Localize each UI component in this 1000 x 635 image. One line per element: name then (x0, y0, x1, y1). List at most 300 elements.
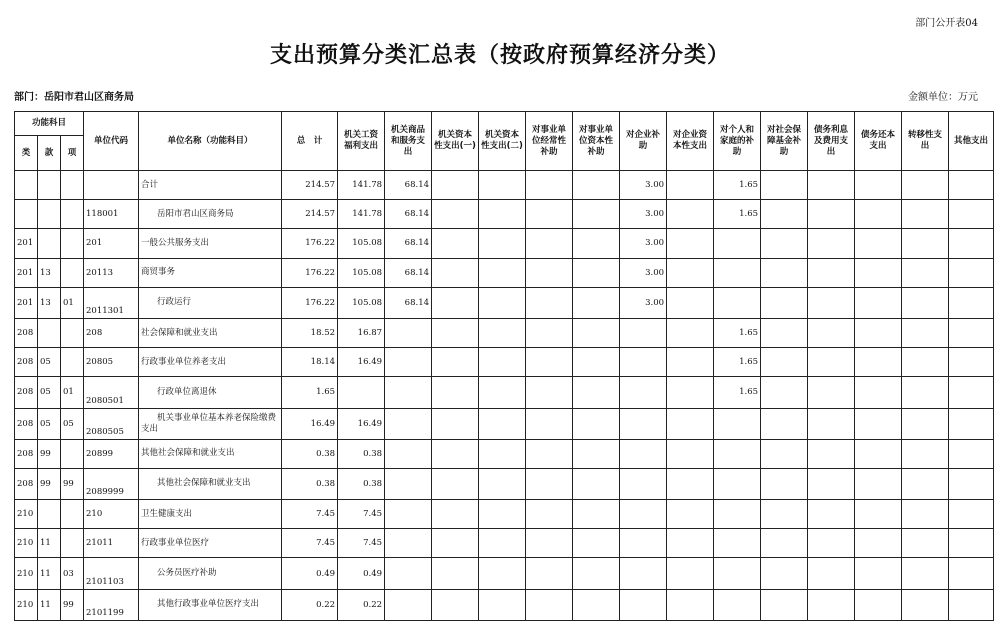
cell-c14 (949, 229, 994, 258)
cell-c3 (432, 558, 479, 589)
cell-kuan (38, 500, 61, 529)
cell-c12 (855, 468, 902, 499)
cell-c8 (667, 408, 714, 439)
cell-total: 7.45 (282, 500, 338, 529)
cell-c7 (620, 468, 667, 499)
cell-c14 (949, 529, 994, 558)
cell-c3 (432, 500, 479, 529)
cell-c9 (714, 408, 761, 439)
cell-c12 (855, 558, 902, 589)
header-col: 对企业补助 (620, 112, 667, 171)
cell-c13 (902, 258, 949, 287)
header-col: 对事业单位资本性补助 (573, 112, 620, 171)
header-kuan: 款 (38, 136, 61, 171)
cell-c2 (385, 529, 432, 558)
cell-c10 (761, 500, 808, 529)
cell-c14 (949, 348, 994, 377)
cell-c1: 0.38 (338, 439, 385, 468)
cell-kuan (38, 200, 61, 229)
cell-c6 (573, 348, 620, 377)
cell-c3 (432, 171, 479, 200)
cell-unit-name: 其他社会保障和就业支出 (139, 468, 282, 499)
cell-c9: 1.65 (714, 377, 761, 408)
cell-c10 (761, 468, 808, 499)
cell-c8 (667, 377, 714, 408)
cell-c8 (667, 229, 714, 258)
cell-c12 (855, 171, 902, 200)
cell-c10 (761, 287, 808, 318)
cell-c11 (808, 377, 855, 408)
cell-lei (15, 200, 38, 229)
cell-c14 (949, 468, 994, 499)
cell-xiang: 03 (61, 558, 84, 589)
cell-c1: 141.78 (338, 200, 385, 229)
cell-c2 (385, 558, 432, 589)
cell-c5 (526, 529, 573, 558)
cell-c2 (385, 348, 432, 377)
cell-c5 (526, 558, 573, 589)
cell-c12 (855, 287, 902, 318)
table-row (15, 529, 994, 558)
cell-c6 (573, 468, 620, 499)
cell-lei: 210 (15, 589, 38, 620)
cell-c13 (902, 171, 949, 200)
cell-c11 (808, 589, 855, 620)
cell-c8 (667, 500, 714, 529)
cell-kuan (38, 318, 61, 347)
cell-c6 (573, 258, 620, 287)
cell-c4 (479, 408, 526, 439)
cell-c10 (761, 529, 808, 558)
cell-c7: 3.00 (620, 287, 667, 318)
cell-c1: 7.45 (338, 500, 385, 529)
form-number: 部门公开表04 (915, 18, 978, 29)
cell-c13 (902, 200, 949, 229)
cell-c2 (385, 318, 432, 347)
header-col: 对事业单位经常性补助 (526, 112, 573, 171)
cell-kuan: 13 (38, 258, 61, 287)
cell-unit-name: 合计 (139, 171, 282, 200)
cell-c10 (761, 558, 808, 589)
header-col: 债务还本支出 (855, 112, 902, 171)
cell-c3 (432, 439, 479, 468)
cell-c13 (902, 229, 949, 258)
cell-c2 (385, 500, 432, 529)
cell-kuan (38, 229, 61, 258)
table-row (15, 318, 994, 347)
cell-lei: 210 (15, 558, 38, 589)
cell-c4 (479, 287, 526, 318)
header-col: 对个人和家庭的补助 (714, 112, 761, 171)
header-lei: 类 (15, 136, 38, 171)
cell-c13 (902, 348, 949, 377)
cell-kuan: 13 (38, 287, 61, 318)
cell-lei (15, 171, 38, 200)
cell-c12 (855, 258, 902, 287)
cell-unit-code: 208 (84, 318, 139, 347)
cell-c5 (526, 171, 573, 200)
cell-c1: 16.87 (338, 318, 385, 347)
cell-c12 (855, 529, 902, 558)
cell-c4 (479, 171, 526, 200)
cell-unit-code: 20805 (84, 348, 139, 377)
cell-unit-code: 118001 (84, 200, 139, 229)
cell-unit-code: 201 (84, 229, 139, 258)
cell-xiang (61, 318, 84, 347)
header-col: 机关资本性支出(一) (432, 112, 479, 171)
cell-c5 (526, 408, 573, 439)
cell-c4 (479, 377, 526, 408)
table-row (15, 287, 994, 318)
cell-unit-code: 2101103 (84, 558, 139, 589)
cell-c11 (808, 200, 855, 229)
cell-c10 (761, 318, 808, 347)
cell-c11 (808, 318, 855, 347)
cell-unit-code: 2101199 (84, 589, 139, 620)
cell-total: 0.49 (282, 558, 338, 589)
cell-c12 (855, 318, 902, 347)
cell-c7 (620, 529, 667, 558)
cell-c1: 16.49 (338, 408, 385, 439)
cell-c2 (385, 468, 432, 499)
cell-c1 (338, 377, 385, 408)
cell-unit-name: 卫生健康支出 (139, 500, 282, 529)
cell-c10 (761, 200, 808, 229)
cell-c13 (902, 500, 949, 529)
cell-c4 (479, 500, 526, 529)
cell-c7 (620, 318, 667, 347)
header-unit-name: 单位名称（功能科目） (139, 112, 282, 171)
cell-xiang: 01 (61, 377, 84, 408)
table-row (15, 200, 994, 229)
header-xiang: 项 (61, 136, 84, 171)
cell-unit-code: 2089999 (84, 468, 139, 499)
cell-c5 (526, 589, 573, 620)
cell-c1: 16.49 (338, 348, 385, 377)
cell-c1: 7.45 (338, 529, 385, 558)
cell-c5 (526, 258, 573, 287)
cell-c14 (949, 287, 994, 318)
cell-xiang (61, 229, 84, 258)
cell-c3 (432, 258, 479, 287)
cell-kuan: 05 (38, 408, 61, 439)
cell-c8 (667, 171, 714, 200)
table-row (15, 439, 994, 468)
cell-c9: 1.65 (714, 318, 761, 347)
cell-c4 (479, 529, 526, 558)
cell-c7 (620, 558, 667, 589)
cell-c13 (902, 589, 949, 620)
cell-c7 (620, 589, 667, 620)
cell-c2: 68.14 (385, 287, 432, 318)
table-row (15, 468, 994, 499)
cell-c6 (573, 287, 620, 318)
cell-kuan (38, 171, 61, 200)
table-row (15, 377, 994, 408)
cell-c4 (479, 348, 526, 377)
cell-c10 (761, 589, 808, 620)
cell-c4 (479, 229, 526, 258)
cell-c8 (667, 318, 714, 347)
cell-lei: 208 (15, 318, 38, 347)
cell-c10 (761, 348, 808, 377)
cell-c11 (808, 468, 855, 499)
cell-c1: 105.08 (338, 229, 385, 258)
cell-c3 (432, 348, 479, 377)
cell-lei: 208 (15, 468, 38, 499)
cell-c1: 0.22 (338, 589, 385, 620)
cell-c5 (526, 229, 573, 258)
cell-c1: 0.49 (338, 558, 385, 589)
cell-c9 (714, 287, 761, 318)
header-col: 对社会保障基金补助 (761, 112, 808, 171)
table-header (15, 112, 994, 171)
cell-xiang (61, 439, 84, 468)
cell-c6 (573, 529, 620, 558)
cell-c2 (385, 589, 432, 620)
cell-c1: 105.08 (338, 287, 385, 318)
table-row (15, 229, 994, 258)
header-col: 对企业资本性支出 (667, 112, 714, 171)
cell-total: 0.22 (282, 589, 338, 620)
table-row (15, 500, 994, 529)
cell-total: 7.45 (282, 529, 338, 558)
cell-c12 (855, 589, 902, 620)
cell-c9 (714, 500, 761, 529)
cell-c6 (573, 318, 620, 347)
table-row (15, 408, 994, 439)
cell-c9 (714, 258, 761, 287)
cell-xiang (61, 348, 84, 377)
cell-c5 (526, 200, 573, 229)
cell-c6 (573, 200, 620, 229)
cell-c3 (432, 229, 479, 258)
cell-lei: 201 (15, 287, 38, 318)
cell-c13 (902, 377, 949, 408)
cell-c10 (761, 439, 808, 468)
cell-c2 (385, 439, 432, 468)
cell-c9: 1.65 (714, 171, 761, 200)
cell-lei: 210 (15, 500, 38, 529)
cell-c3 (432, 589, 479, 620)
cell-xiang (61, 200, 84, 229)
cell-xiang (61, 500, 84, 529)
cell-unit-name: 社会保障和就业支出 (139, 318, 282, 347)
cell-c14 (949, 200, 994, 229)
cell-c12 (855, 200, 902, 229)
cell-c13 (902, 318, 949, 347)
cell-c12 (855, 377, 902, 408)
cell-c3 (432, 408, 479, 439)
cell-lei: 208 (15, 348, 38, 377)
cell-c1: 141.78 (338, 171, 385, 200)
cell-c11 (808, 439, 855, 468)
cell-c6 (573, 439, 620, 468)
cell-c3 (432, 468, 479, 499)
cell-total: 18.52 (282, 318, 338, 347)
header-col: 债务利息及费用支出 (808, 112, 855, 171)
cell-c10 (761, 258, 808, 287)
header-col: 机关资本性支出(二) (479, 112, 526, 171)
cell-c6 (573, 171, 620, 200)
cell-c9 (714, 468, 761, 499)
cell-lei: 208 (15, 377, 38, 408)
cell-c9 (714, 439, 761, 468)
cell-kuan: 99 (38, 439, 61, 468)
cell-c11 (808, 287, 855, 318)
cell-xiang (61, 171, 84, 200)
cell-unit-name: 其他社会保障和就业支出 (139, 439, 282, 468)
cell-c9 (714, 589, 761, 620)
cell-c14 (949, 439, 994, 468)
cell-unit-name: 其他行政事业单位医疗支出 (139, 589, 282, 620)
cell-kuan: 05 (38, 348, 61, 377)
cell-c3 (432, 377, 479, 408)
cell-total: 18.14 (282, 348, 338, 377)
cell-c14 (949, 318, 994, 347)
cell-c3 (432, 318, 479, 347)
cell-c13 (902, 468, 949, 499)
cell-total: 176.22 (282, 287, 338, 318)
cell-unit-code: 21011 (84, 529, 139, 558)
cell-xiang: 01 (61, 287, 84, 318)
cell-c8 (667, 558, 714, 589)
cell-unit-name: 公务员医疗补助 (139, 558, 282, 589)
cell-c2 (385, 408, 432, 439)
cell-c7: 3.00 (620, 171, 667, 200)
cell-c7 (620, 500, 667, 529)
cell-lei: 210 (15, 529, 38, 558)
cell-c11 (808, 500, 855, 529)
table-row (15, 258, 994, 287)
cell-c2 (385, 377, 432, 408)
cell-c11 (808, 408, 855, 439)
cell-c11 (808, 229, 855, 258)
cell-c8 (667, 439, 714, 468)
cell-c3 (432, 529, 479, 558)
table-row (15, 348, 994, 377)
cell-c8 (667, 589, 714, 620)
header-total: 总 计 (282, 112, 338, 171)
cell-c5 (526, 500, 573, 529)
cell-unit-code: 20113 (84, 258, 139, 287)
table-body (15, 171, 994, 621)
budget-table (14, 111, 994, 621)
cell-c12 (855, 408, 902, 439)
cell-c4 (479, 200, 526, 229)
cell-kuan: 99 (38, 468, 61, 499)
cell-c4 (479, 258, 526, 287)
cell-unit-name: 商贸事务 (139, 258, 282, 287)
cell-c8 (667, 468, 714, 499)
cell-total: 0.38 (282, 439, 338, 468)
cell-total: 176.22 (282, 229, 338, 258)
cell-c10 (761, 229, 808, 258)
cell-unit-name: 机关事业单位基本养老保险缴费支出 (139, 408, 282, 439)
cell-c9 (714, 529, 761, 558)
cell-total: 214.57 (282, 171, 338, 200)
cell-unit-code: 210 (84, 500, 139, 529)
header-col: 转移性支出 (902, 112, 949, 171)
cell-c4 (479, 558, 526, 589)
cell-c4 (479, 439, 526, 468)
header-col: 机关商品和服务支出 (385, 112, 432, 171)
cell-c6 (573, 558, 620, 589)
cell-c12 (855, 348, 902, 377)
cell-c6 (573, 408, 620, 439)
cell-c6 (573, 377, 620, 408)
cell-c3 (432, 287, 479, 318)
table-row (15, 558, 994, 589)
amount-unit-label: 金额单位：万元 (908, 92, 978, 103)
cell-c5 (526, 377, 573, 408)
cell-unit-code: 2011301 (84, 287, 139, 318)
cell-kuan: 05 (38, 377, 61, 408)
cell-c9: 1.65 (714, 348, 761, 377)
cell-c6 (573, 500, 620, 529)
cell-c7: 3.00 (620, 258, 667, 287)
cell-unit-name: 行政事业单位医疗 (139, 529, 282, 558)
cell-c5 (526, 439, 573, 468)
cell-c13 (902, 558, 949, 589)
cell-xiang (61, 529, 84, 558)
cell-c1: 105.08 (338, 258, 385, 287)
cell-c2: 68.14 (385, 171, 432, 200)
cell-c11 (808, 348, 855, 377)
cell-lei: 208 (15, 408, 38, 439)
cell-kuan: 11 (38, 558, 61, 589)
cell-c7 (620, 408, 667, 439)
cell-c6 (573, 229, 620, 258)
cell-xiang (61, 258, 84, 287)
cell-c7: 3.00 (620, 200, 667, 229)
cell-c7 (620, 377, 667, 408)
cell-c5 (526, 287, 573, 318)
cell-c5 (526, 348, 573, 377)
cell-c8 (667, 258, 714, 287)
cell-c11 (808, 171, 855, 200)
cell-c8 (667, 287, 714, 318)
cell-lei: 201 (15, 258, 38, 287)
cell-c6 (573, 589, 620, 620)
cell-xiang: 99 (61, 589, 84, 620)
cell-c7 (620, 439, 667, 468)
cell-lei: 208 (15, 439, 38, 468)
cell-c10 (761, 408, 808, 439)
cell-xiang: 99 (61, 468, 84, 499)
cell-c12 (855, 500, 902, 529)
cell-c13 (902, 287, 949, 318)
page-title: 支出预算分类汇总表（按政府预算经济分类） (269, 43, 730, 68)
cell-lei: 201 (15, 229, 38, 258)
cell-c4 (479, 589, 526, 620)
header-unit-code: 单位代码 (84, 112, 139, 171)
cell-total: 16.49 (282, 408, 338, 439)
cell-c12 (855, 439, 902, 468)
cell-c11 (808, 258, 855, 287)
cell-total: 1.65 (282, 377, 338, 408)
cell-c9 (714, 558, 761, 589)
cell-c4 (479, 318, 526, 347)
cell-c14 (949, 589, 994, 620)
cell-c2: 68.14 (385, 200, 432, 229)
department-label: 部门：岳阳市君山区商务局 (14, 92, 134, 103)
cell-c10 (761, 377, 808, 408)
cell-c4 (479, 468, 526, 499)
cell-c13 (902, 529, 949, 558)
cell-unit-name: 一般公共服务支出 (139, 229, 282, 258)
cell-total: 214.57 (282, 200, 338, 229)
